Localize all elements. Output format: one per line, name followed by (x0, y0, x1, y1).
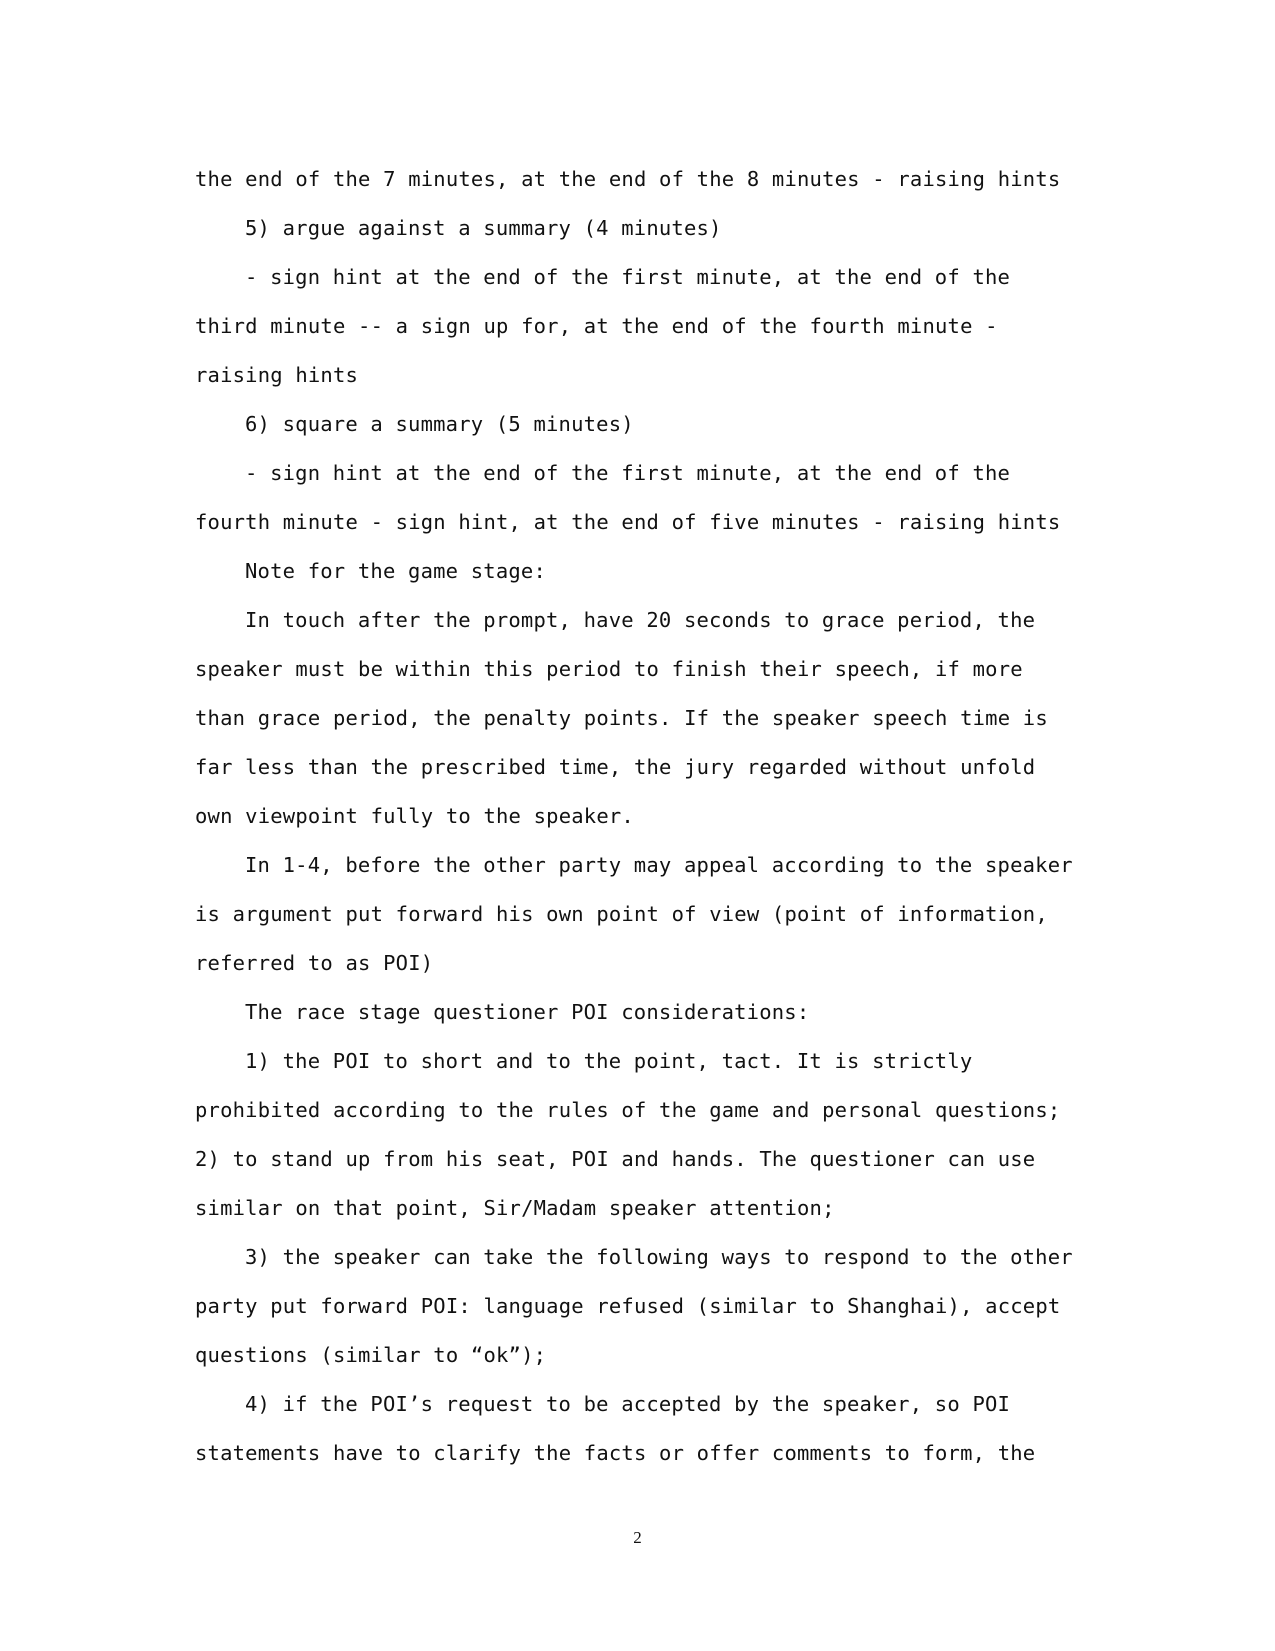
text-line: is argument put forward his own point of view (point of information, (195, 902, 1048, 926)
text-line: - sign hint at the end of the first minute, at the end of the (245, 265, 1011, 289)
text-line: than grace period, the penalty points. If the speaker speech time is (195, 706, 1048, 730)
text-line: The race stage questioner POI considerations: (245, 1000, 810, 1024)
text-line: similar on that point, Sir/Madam speaker attention; (195, 1196, 835, 1220)
text-line: fourth minute - sign hint, at the end of five minutes - raising hints (195, 510, 1061, 534)
text-line: 2) to stand up from his seat, POI and hands. The questioner can use (195, 1147, 1036, 1171)
text-line: party put forward POI: language refused (similar to Shanghai), accept (195, 1294, 1061, 1318)
text-line: Note for the game stage: (245, 559, 547, 583)
text-line: 4) if the POI’s request to be accepted by the speaker, so POI (245, 1392, 1011, 1416)
text-line: In touch after the prompt, have 20 seconds to grace period, the (245, 608, 1036, 632)
page-number: 2 (633, 1528, 642, 1547)
text-line: raising hints (195, 363, 359, 387)
text-line: prohibited according to the rules of the game and personal questions; (195, 1098, 1061, 1122)
text-line: own viewpoint fully to the speaker. (195, 804, 634, 828)
text-line: referred to as POI) (195, 951, 434, 975)
body-text (195, 155, 1085, 1478)
text-line: 3) the speaker can take the following ways to respond to the other (245, 1245, 1073, 1269)
text-line: third minute -- a sign up for, at the end of the fourth minute - (195, 314, 998, 338)
text-line: far less than the prescribed time, the jury regarded without unfold (195, 755, 1036, 779)
text-line: In 1-4, before the other party may appeal according to the speaker (245, 853, 1073, 877)
text-line: speaker must be within this period to finish their speech, if more (195, 657, 1023, 681)
text-line: the end of the 7 minutes, at the end of the 8 minutes - raising hints (195, 167, 1061, 191)
text-line: questions (similar to “ok”); (195, 1343, 547, 1367)
text-line: - sign hint at the end of the first minute, at the end of the (245, 461, 1011, 485)
text-line: 6) square a summary (5 minutes) (245, 412, 634, 436)
text-line: 1) the POI to short and to the point, tact. It is strictly (245, 1049, 973, 1073)
text-line: statements have to clarify the facts or offer comments to form, the (195, 1441, 1036, 1465)
text-line: 5) argue against a summary (4 minutes) (245, 216, 722, 240)
